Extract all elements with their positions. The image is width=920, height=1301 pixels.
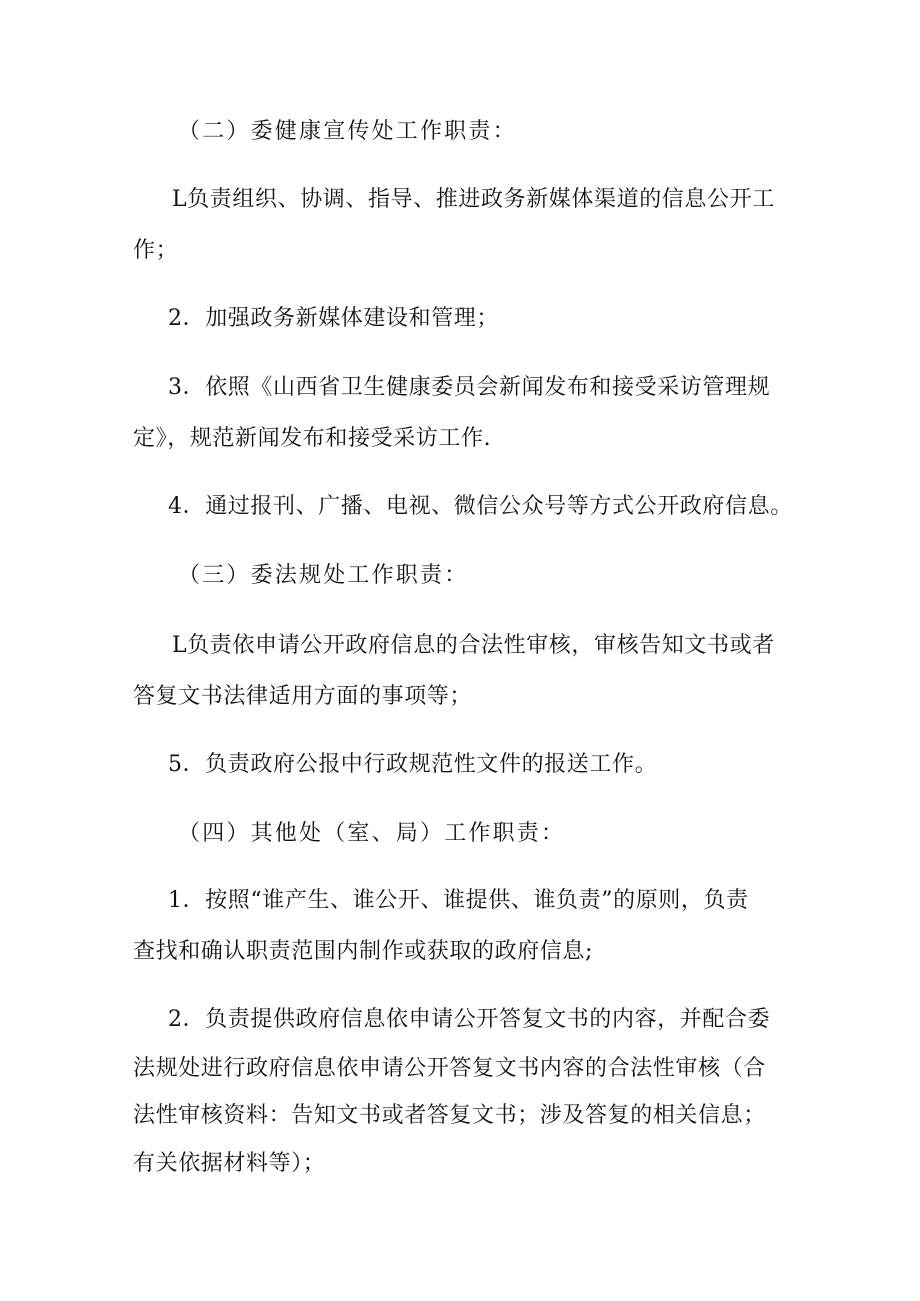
paragraph-line: 1．按照“谁产生、谁公开、谁提供、谁负责”的原则，负责: [168, 888, 749, 913]
paragraph-line: 查找和确认职责范围内制作或获取的政府信息;: [133, 939, 594, 964]
paragraph-line: 定》，规范新闻发布和接受采访工作.: [133, 426, 492, 451]
paragraph-line: 2．加强政务新媒体建设和管理；: [168, 306, 499, 331]
heading-line: （二）委健康宣传处工作职责：: [178, 119, 517, 144]
paragraph-line: 有关依据材料等）；: [133, 1151, 326, 1176]
paragraph-line: 5．负责政府公报中行政规范性文件的报送工作。: [168, 752, 658, 777]
paragraph-line: 法性审核资料：告知文书或者答复文书；涉及答复的相关信息；: [133, 1103, 766, 1128]
heading-line: （三）委法规处工作职责：: [178, 563, 469, 588]
paragraph-line: 答复文书法律适用方面的事项等；: [133, 684, 473, 709]
paragraph-line: L负责依申请公开政府信息的合法性审核，审核告知文书或者: [172, 633, 775, 658]
paragraph-line: 4．通过报刊、广播、电视、微信公众号等方式公开政府信息。: [168, 494, 793, 519]
paragraph-line: 3．依照《山西省卫生健康委员会新闻发布和接受采访管理规: [168, 375, 771, 400]
paragraph-line: 法规处进行政府信息依申请公开答复文书内容的合法性审核（合: [133, 1056, 766, 1081]
paragraph-line: L负责组织、协调、指导、推进政务新媒体渠道的信息公开工: [172, 187, 775, 212]
heading-line: （四）其他处（室、局）工作职责：: [178, 821, 566, 846]
paragraph-line: 2．负责提供政府信息依申请公开答复文书的内容，并配合委: [168, 1007, 771, 1032]
paragraph-line: 作；: [133, 238, 179, 263]
